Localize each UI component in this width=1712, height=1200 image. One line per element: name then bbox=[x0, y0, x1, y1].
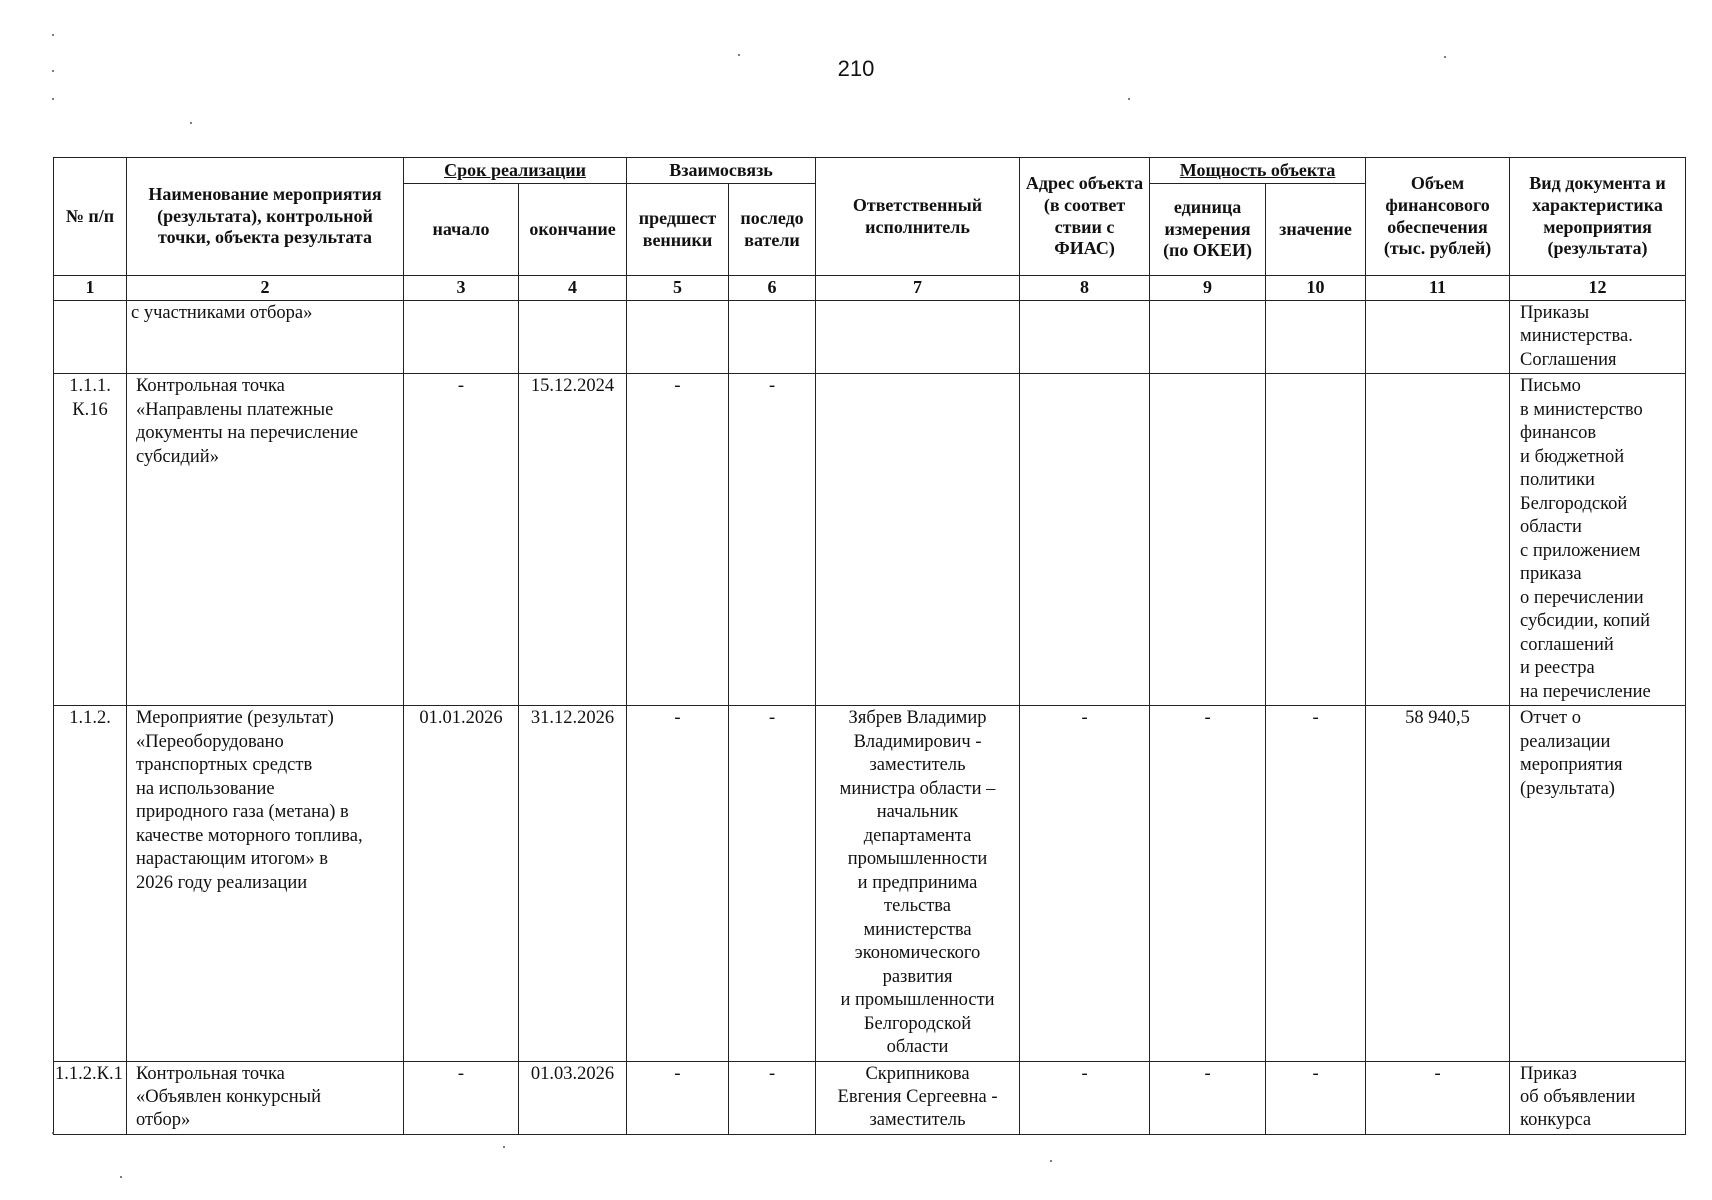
column-number: 8 bbox=[1020, 276, 1150, 301]
cell-value bbox=[1266, 374, 1366, 706]
cell-doc: Приказ об объявлении конкурса bbox=[1510, 1061, 1686, 1134]
header-capacity: Мощность объекта bbox=[1150, 158, 1366, 184]
column-number: 2 bbox=[127, 276, 404, 301]
cell-end: 15.12.2024 bbox=[519, 374, 627, 706]
cell-responsible: Скрипникова Евгения Сергеевна - заместитель bbox=[816, 1061, 1020, 1134]
cell-doc: Приказы министерства. Соглашения bbox=[1510, 301, 1686, 374]
cell-pred: - bbox=[627, 1061, 729, 1134]
column-number: 11 bbox=[1366, 276, 1510, 301]
cell-address bbox=[1020, 301, 1150, 374]
cell-start: - bbox=[404, 374, 519, 706]
header-doc-type: Вид документа и характеристика мероприятия (результата) bbox=[1510, 158, 1686, 276]
cell-num: 1.1.2.К.1 bbox=[54, 1061, 127, 1134]
column-number: 10 bbox=[1266, 276, 1366, 301]
cell-succ: - bbox=[729, 1061, 816, 1134]
header-pred: предшест венники bbox=[627, 184, 729, 276]
cell-num: 1.1.2. bbox=[54, 706, 127, 1061]
header-end: окончание bbox=[519, 184, 627, 276]
cell-doc: Письмо в министерство финансов и бюджетной политики Белгородской области с приложением приказа о перечислении субсидии, копий соглашений и реестра на перечисление bbox=[1510, 374, 1686, 706]
header-period: Срок реализации bbox=[404, 158, 627, 184]
cell-succ: - bbox=[729, 374, 816, 706]
scan-speck bbox=[52, 70, 54, 72]
column-number: 9 bbox=[1150, 276, 1266, 301]
table-row bbox=[54, 374, 1686, 706]
header-funding: Объем финансового обеспечения (тыс. рублей) bbox=[1366, 158, 1510, 276]
cell-succ: - bbox=[729, 706, 816, 1061]
header-start: начало bbox=[404, 184, 519, 276]
cell-doc: Отчет о реализации мероприятия (результата) bbox=[1510, 706, 1686, 1061]
column-number: 3 bbox=[404, 276, 519, 301]
column-number: 1 bbox=[54, 276, 127, 301]
table-row bbox=[54, 301, 1686, 374]
page-number: 210 bbox=[837, 56, 875, 81]
cell-name: Контрольная точка «Объявлен конкурсный отбор» bbox=[127, 1061, 404, 1134]
cell-start bbox=[404, 301, 519, 374]
cell-funding bbox=[1366, 301, 1510, 374]
header-num: № п/п bbox=[54, 158, 127, 276]
column-number: 6 bbox=[729, 276, 816, 301]
cell-responsible: Зябрев Владимир Владимирович - заместитель министра области – начальник департамента промышленности и предпринима тельства министерства экономического развития и промышленности Белгородской области bbox=[816, 706, 1020, 1061]
cell-value: - bbox=[1266, 1061, 1366, 1134]
scan-speck bbox=[52, 34, 54, 36]
cell-value: - bbox=[1266, 706, 1366, 1061]
scan-speck bbox=[1444, 56, 1446, 58]
cell-succ bbox=[729, 301, 816, 374]
cell-unit bbox=[1150, 301, 1266, 374]
cell-end: 01.03.2026 bbox=[519, 1061, 627, 1134]
cell-address: - bbox=[1020, 1061, 1150, 1134]
cell-funding: 58 940,5 bbox=[1366, 706, 1510, 1061]
cell-num: 1.1.1. К.16 bbox=[54, 374, 127, 706]
table-header bbox=[54, 158, 1686, 301]
table-row bbox=[54, 706, 1686, 1061]
cell-end: 31.12.2026 bbox=[519, 706, 627, 1061]
cell-funding: - bbox=[1366, 1061, 1510, 1134]
column-number-row bbox=[54, 276, 1686, 301]
cell-responsible bbox=[816, 374, 1020, 706]
column-number: 4 bbox=[519, 276, 627, 301]
header-name: Наименование мероприятия (результата), контрольной точки, объекта результата bbox=[127, 158, 404, 276]
cell-value bbox=[1266, 301, 1366, 374]
cell-start: - bbox=[404, 1061, 519, 1134]
cell-num bbox=[54, 301, 127, 374]
scan-speck bbox=[738, 54, 740, 56]
cell-responsible bbox=[816, 301, 1020, 374]
column-number: 5 bbox=[627, 276, 729, 301]
cell-start: 01.01.2026 bbox=[404, 706, 519, 1061]
scan-speck bbox=[1050, 1160, 1052, 1162]
cell-name: Контрольная точка «Направлены платежные документы на перечисление субсидий» bbox=[127, 374, 404, 706]
header-link: Взаимосвязь bbox=[627, 158, 816, 184]
cell-pred bbox=[627, 301, 729, 374]
cell-address bbox=[1020, 374, 1150, 706]
header-value: значение bbox=[1266, 184, 1366, 276]
table-row bbox=[54, 1061, 1686, 1134]
header-succ: последо ватели bbox=[729, 184, 816, 276]
cell-name: Мероприятие (результат) «Переоборудовано транспортных средств на использование природного газа (метана) в качестве моторного топлива, нарастающим итогом» в 2026 году реализации bbox=[127, 706, 404, 1061]
scan-speck bbox=[52, 98, 54, 100]
cell-funding bbox=[1366, 374, 1510, 706]
column-number: 7 bbox=[816, 276, 1020, 301]
cell-pred: - bbox=[627, 706, 729, 1061]
measures-table bbox=[53, 157, 1686, 1135]
scan-speck bbox=[503, 1146, 505, 1148]
cell-name: с участниками отбора» bbox=[127, 301, 404, 374]
cell-unit: - bbox=[1150, 1061, 1266, 1134]
scan-speck bbox=[190, 122, 192, 124]
scan-speck bbox=[120, 1176, 122, 1178]
header-responsible: Ответственный исполнитель bbox=[816, 158, 1020, 276]
cell-unit: - bbox=[1150, 706, 1266, 1061]
header-address: Адрес объекта (в соответ ствии с ФИАС) bbox=[1020, 158, 1150, 276]
cell-end bbox=[519, 301, 627, 374]
scan-speck bbox=[52, 1132, 54, 1134]
cell-address: - bbox=[1020, 706, 1150, 1061]
cell-pred: - bbox=[627, 374, 729, 706]
scan-speck bbox=[1128, 98, 1130, 100]
column-number: 12 bbox=[1510, 276, 1686, 301]
cell-unit bbox=[1150, 374, 1266, 706]
header-unit: единица измерения (по ОКЕИ) bbox=[1150, 184, 1266, 276]
